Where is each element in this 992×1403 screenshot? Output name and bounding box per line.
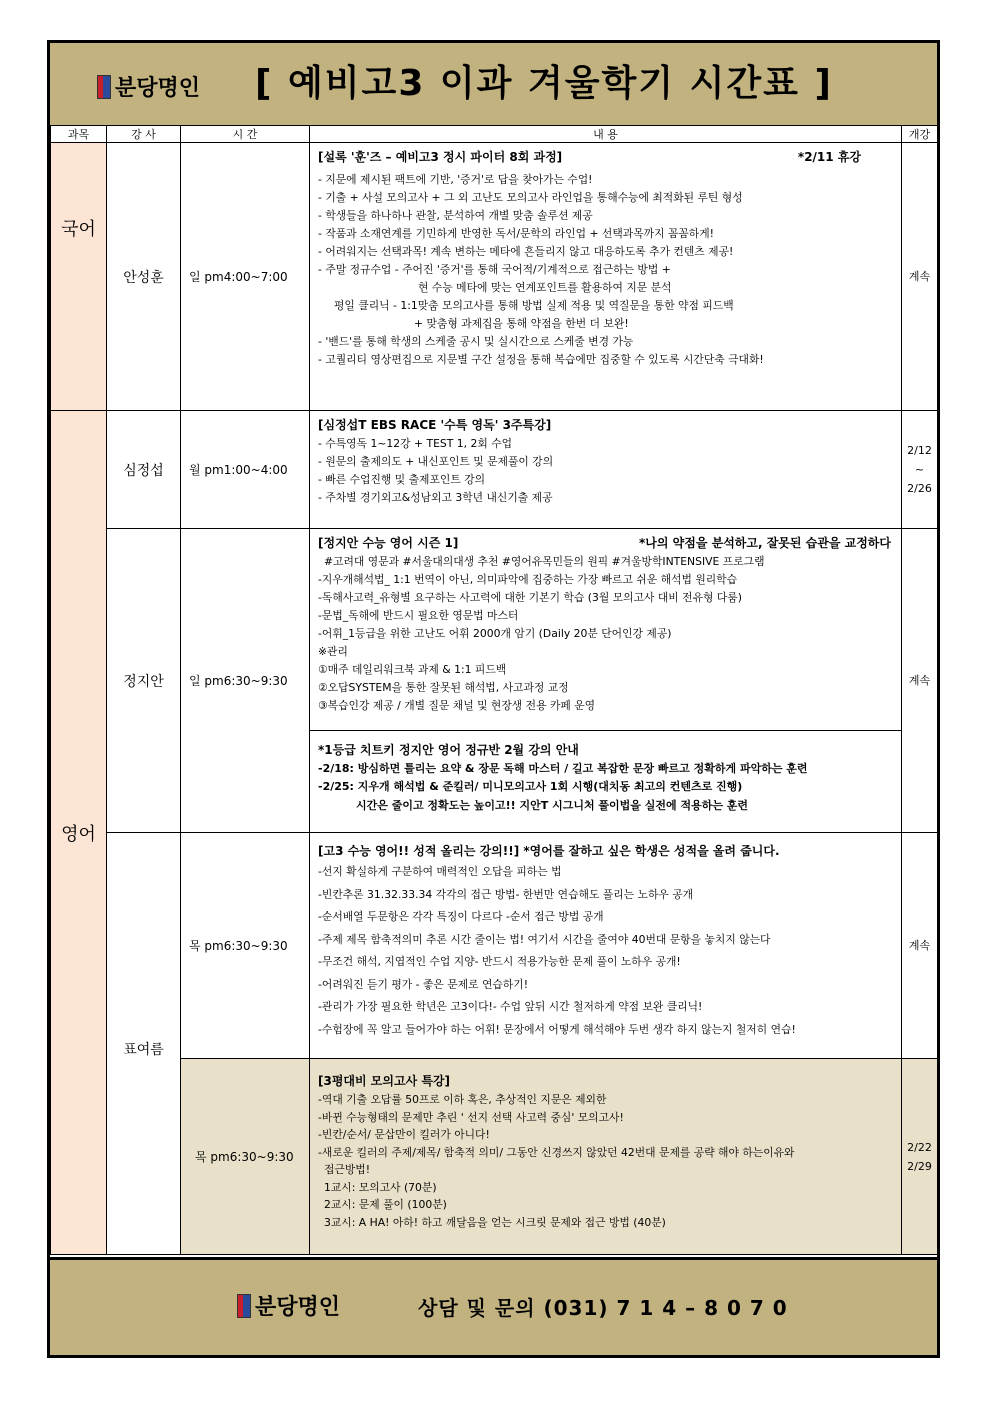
schedule-table xyxy=(50,125,938,1255)
col-time: 시 간 xyxy=(181,126,310,143)
teacher-pyo: 표여름 xyxy=(107,833,181,1255)
heading-text: [정지안 수능 영어 시즌 1] xyxy=(318,536,459,550)
col-open: 개강 xyxy=(902,126,938,143)
list-item: -역대 기출 오답률 50프로 이하 혹은, 추상적인 지문은 제외한 xyxy=(318,1093,607,1106)
content-ahn xyxy=(310,143,902,411)
list-item: ※관리 xyxy=(318,645,348,658)
list-item: -어려워진 듣기 평가 - 좋은 문제로 연습하기! xyxy=(318,977,529,991)
content-heading xyxy=(318,147,891,167)
list-item: ③복습인강 제공 / 개별 질문 채널 및 현장생 전용 카페 운영 xyxy=(318,699,596,712)
list-item: - 작품과 소재연계를 기민하게 반영한 독서/문학의 라인업 + 선택과목까지 꼼꼼하게! xyxy=(318,227,714,240)
footer-banner xyxy=(50,1257,937,1355)
list-item: 시간은 줄이고 정확도는 높이고!! 지안T 시그니처 풀이법을 실전에 적용하는 훈련 xyxy=(356,798,749,812)
list-item: 2교시: 문제 풀이 (100분) xyxy=(324,1198,447,1211)
col-teacher: 강 사 xyxy=(107,126,181,143)
list-item: - 수특영독 1~12강 + TEST 1, 2회 수업 xyxy=(318,437,513,450)
list-item: #고려대 영문과 #서울대의대생 추천 #영어유목민들의 원픽 #겨울방학INTENSIVE 프로그램 xyxy=(324,555,765,568)
col-subject: 과목 xyxy=(51,126,107,143)
list-item: -바뀐 수능형태의 문제만 추린 ' 선지 선택 사고력 중심' 모의고사! xyxy=(318,1110,624,1124)
list-item: -문법_독해에 반드시 필요한 영문법 마스터 xyxy=(318,609,519,622)
open-ahn: 계속 xyxy=(902,143,938,411)
list-item: -빈칸추론 31.32.33.34 각각의 접근 방법- 한번만 연습해도 풀리는 노하우 공개 xyxy=(318,887,694,901)
content-jung-notice xyxy=(310,731,902,833)
table-header-row xyxy=(51,126,938,143)
content-jung xyxy=(310,529,902,731)
header-logo-text: 분당명인 xyxy=(115,76,201,101)
heading-text: [고3 수능 영어!! 성적 올리는 강의!!] *영어를 잘하고 싶은 학생은 성적을 올려 줍니다. xyxy=(318,844,780,858)
open-pyo: 계속 xyxy=(902,833,938,1059)
open-pyo-special xyxy=(902,1059,938,1255)
subject-korean: 국어 xyxy=(51,143,107,411)
list-item: - 주말 정규수업 - 주어진 '증거'를 통해 국어적/기계적으로 접근하는 방법 + xyxy=(318,263,671,276)
list-item: - 고퀄리티 영상편집으로 지문별 구간 설정을 통해 복습에만 집중할 수 있도록 시간단축 극대화! xyxy=(318,353,764,366)
subject-english: 영어 xyxy=(51,411,107,1255)
list-item: ②오답SYSTEM을 통한 잘못된 해석법, 사고과정 교정 xyxy=(318,681,569,694)
list-item: - 어려워지는 선택과목! 계속 변하는 메타에 흔들리지 않고 대응하도록 추가 컨텐츠 제공! xyxy=(318,245,734,258)
list-item: - 원문의 출제의도 + 내신포인트 및 문제풀이 강의 xyxy=(318,455,554,468)
header-banner xyxy=(50,43,937,128)
list-item: ①매주 데일리워크북 과제 & 1:1 피드백 xyxy=(318,663,507,676)
time-jung: 일 pm6:30~9:30 xyxy=(181,529,310,833)
teacher-jung: 정지안 xyxy=(107,529,181,833)
list-item: + 맞춤형 과제집을 통해 약점을 한번 더 보완! xyxy=(414,317,629,330)
list-item: -2/18: 방심하면 틀리는 요약 & 장문 독해 마스터 / 길고 복잡한 문장 빠르고 정확하게 파악하는 훈련 xyxy=(318,761,808,775)
content-pyo xyxy=(310,833,902,1059)
content-heading xyxy=(318,533,891,553)
heading-text: [3평대비 모의고사 특강] xyxy=(318,1074,451,1088)
list-item: - 주차별 경기외고&성남외고 3학년 내신기출 제공 xyxy=(318,491,553,504)
list-item: - 빠른 수업진행 및 출제포인트 강의 xyxy=(318,473,486,486)
teacher-ahn: 안성훈 xyxy=(107,143,181,411)
heading-text: [설록 '훈'즈 – 예비고3 정시 파이터 8회 과정] xyxy=(318,150,563,164)
list-item: - 기출 + 사설 모의고사 + 그 외 고난도 모의고사 라인업을 통해수능에 최적화된 루틴 형성 xyxy=(318,191,743,204)
open-sep: ~ xyxy=(914,463,925,476)
footer-logo-text: 분당명인 xyxy=(255,1295,341,1320)
heading-note: *나의 약점을 분석하고, 잘못된 습관을 교정하다 xyxy=(639,536,891,550)
content-heading xyxy=(318,841,891,861)
list-item: 3교시: A HA! 아하! 하고 깨달음을 얻는 시크릿 문제와 접근 방법 (40분) xyxy=(324,1215,666,1229)
col-content: 내 용 xyxy=(310,126,902,143)
time-pyo: 목 pm6:30~9:30 xyxy=(181,833,310,1059)
list-item: -선지 확실하게 구분하여 매력적인 오답을 피하는 법 xyxy=(318,865,562,878)
list-item: - 학생들을 하나하나 관찰, 분석하여 개별 맞춤 솔루션 제공 xyxy=(318,209,593,222)
logo-mark-icon xyxy=(237,1294,251,1318)
list-item: -관리가 가장 필요한 학년은 고3이다!- 수업 앞뒤 시간 철저하게 약점 보완 클리닉! xyxy=(318,1000,703,1013)
list-item: -독해사고력_유형별 요구하는 사고력에 대한 기본기 학습 (3월 모의고사 대비 전유형 다룸) xyxy=(318,591,742,604)
table-row xyxy=(51,833,938,1059)
list-item: -순서배열 두문항은 각각 특징이 다르다 -순서 접근 방법 공개 xyxy=(318,910,604,923)
time-shim: 월 pm1:00~4:00 xyxy=(181,411,310,529)
open-end: 2/29 xyxy=(907,1159,932,1173)
open-end: 2/26 xyxy=(907,482,932,495)
time-ahn: 일 pm4:00~7:00 xyxy=(181,143,310,411)
content-pyo-special xyxy=(310,1059,902,1255)
list-item: 현 수능 메타에 맞는 연계포인트를 활용하여 지문 분석 xyxy=(418,281,672,294)
list-item: -수험장에 꼭 알고 들어가야 하는 어휘! 문장에서 어떻게 해석해야 두번 생각 하지 않는지 철저히 연습! xyxy=(318,1022,796,1036)
footer-logo xyxy=(237,1290,340,1321)
open-start: 2/12 xyxy=(907,444,932,457)
list-item: -지우개해석법_ 1:1 번역이 아닌, 의미파악에 집중하는 가장 빠르고 쉬운 해석법 원리학습 xyxy=(318,573,738,586)
contact-info: 상담 및 문의 (031) 7 1 4 – 8 0 7 0 xyxy=(418,1296,788,1320)
notice-heading: *1등급 치트키 정지안 영어 정규반 2월 강의 안내 xyxy=(318,743,579,757)
content-heading xyxy=(318,415,891,435)
content-heading xyxy=(318,1071,891,1091)
list-item: - '밴드'를 통해 학생의 스케줄 공시 및 실시간으로 스케줄 변경 가능 xyxy=(318,335,634,348)
logo-mark-icon xyxy=(97,75,111,99)
heading-text: [심정섭T EBS RACE '수특 영독' 3주특강] xyxy=(318,418,552,432)
list-item: -어휘_1등급을 위한 고난도 어휘 2000개 암기 (Daily 20분 단어인강 제공) xyxy=(318,627,672,640)
list-item: 평일 클리닉 - 1:1맞춤 모의고사를 통해 방법 실제 적용 및 역질문을 통한 약점 피드백 xyxy=(334,299,734,312)
teacher-shim: 심정섭 xyxy=(107,411,181,529)
open-jung: 계속 xyxy=(902,529,938,833)
schedule-frame xyxy=(47,40,940,1358)
heading-note: *2/11 휴강 xyxy=(797,150,861,164)
list-item: 1교시: 모의고사 (70분) xyxy=(324,1180,437,1194)
list-item: -새로운 킬러의 주제/제목/ 함축적 의미/ 그동안 신경쓰지 않았던 42번대 문제를 공략 해야 하는이유와 xyxy=(318,1145,795,1159)
header-logo xyxy=(97,71,200,102)
table-row xyxy=(51,143,938,411)
time-pyo-special: 목 pm6:30~9:30 xyxy=(181,1059,310,1255)
list-item: 접근방법! xyxy=(324,1163,371,1176)
list-item: -2/25: 지우개 해석법 & 준킬러/ 미니모의고사 1회 시행(대치동 최고의 컨텐츠로 진행) xyxy=(318,780,743,793)
open-start: 2/22 xyxy=(907,1140,932,1154)
list-item: - 지문에 제시된 팩트에 기반, '증거'로 답을 찾아가는 수업! xyxy=(318,173,593,186)
list-item: -주제 제목 함축적의미 추론 시간 줄이는 법! 여기서 시간을 줄여야 40번대 문항을 놓치지 않는다 xyxy=(318,932,771,946)
content-shim xyxy=(310,411,902,529)
table-row xyxy=(51,1059,938,1255)
open-shim xyxy=(902,411,938,529)
table-row xyxy=(51,411,938,529)
list-item: -빈칸/순서/ 문삽만이 킬러가 아니다! xyxy=(318,1128,490,1141)
list-item: -무조건 해석, 지엽적인 수업 지양- 반드시 적용가능한 문제 풀이 노하우 공개! xyxy=(318,955,681,968)
page-title: [ 예비고3 이과 겨울학기 시간표 ] xyxy=(255,63,833,104)
table-row xyxy=(51,529,938,731)
